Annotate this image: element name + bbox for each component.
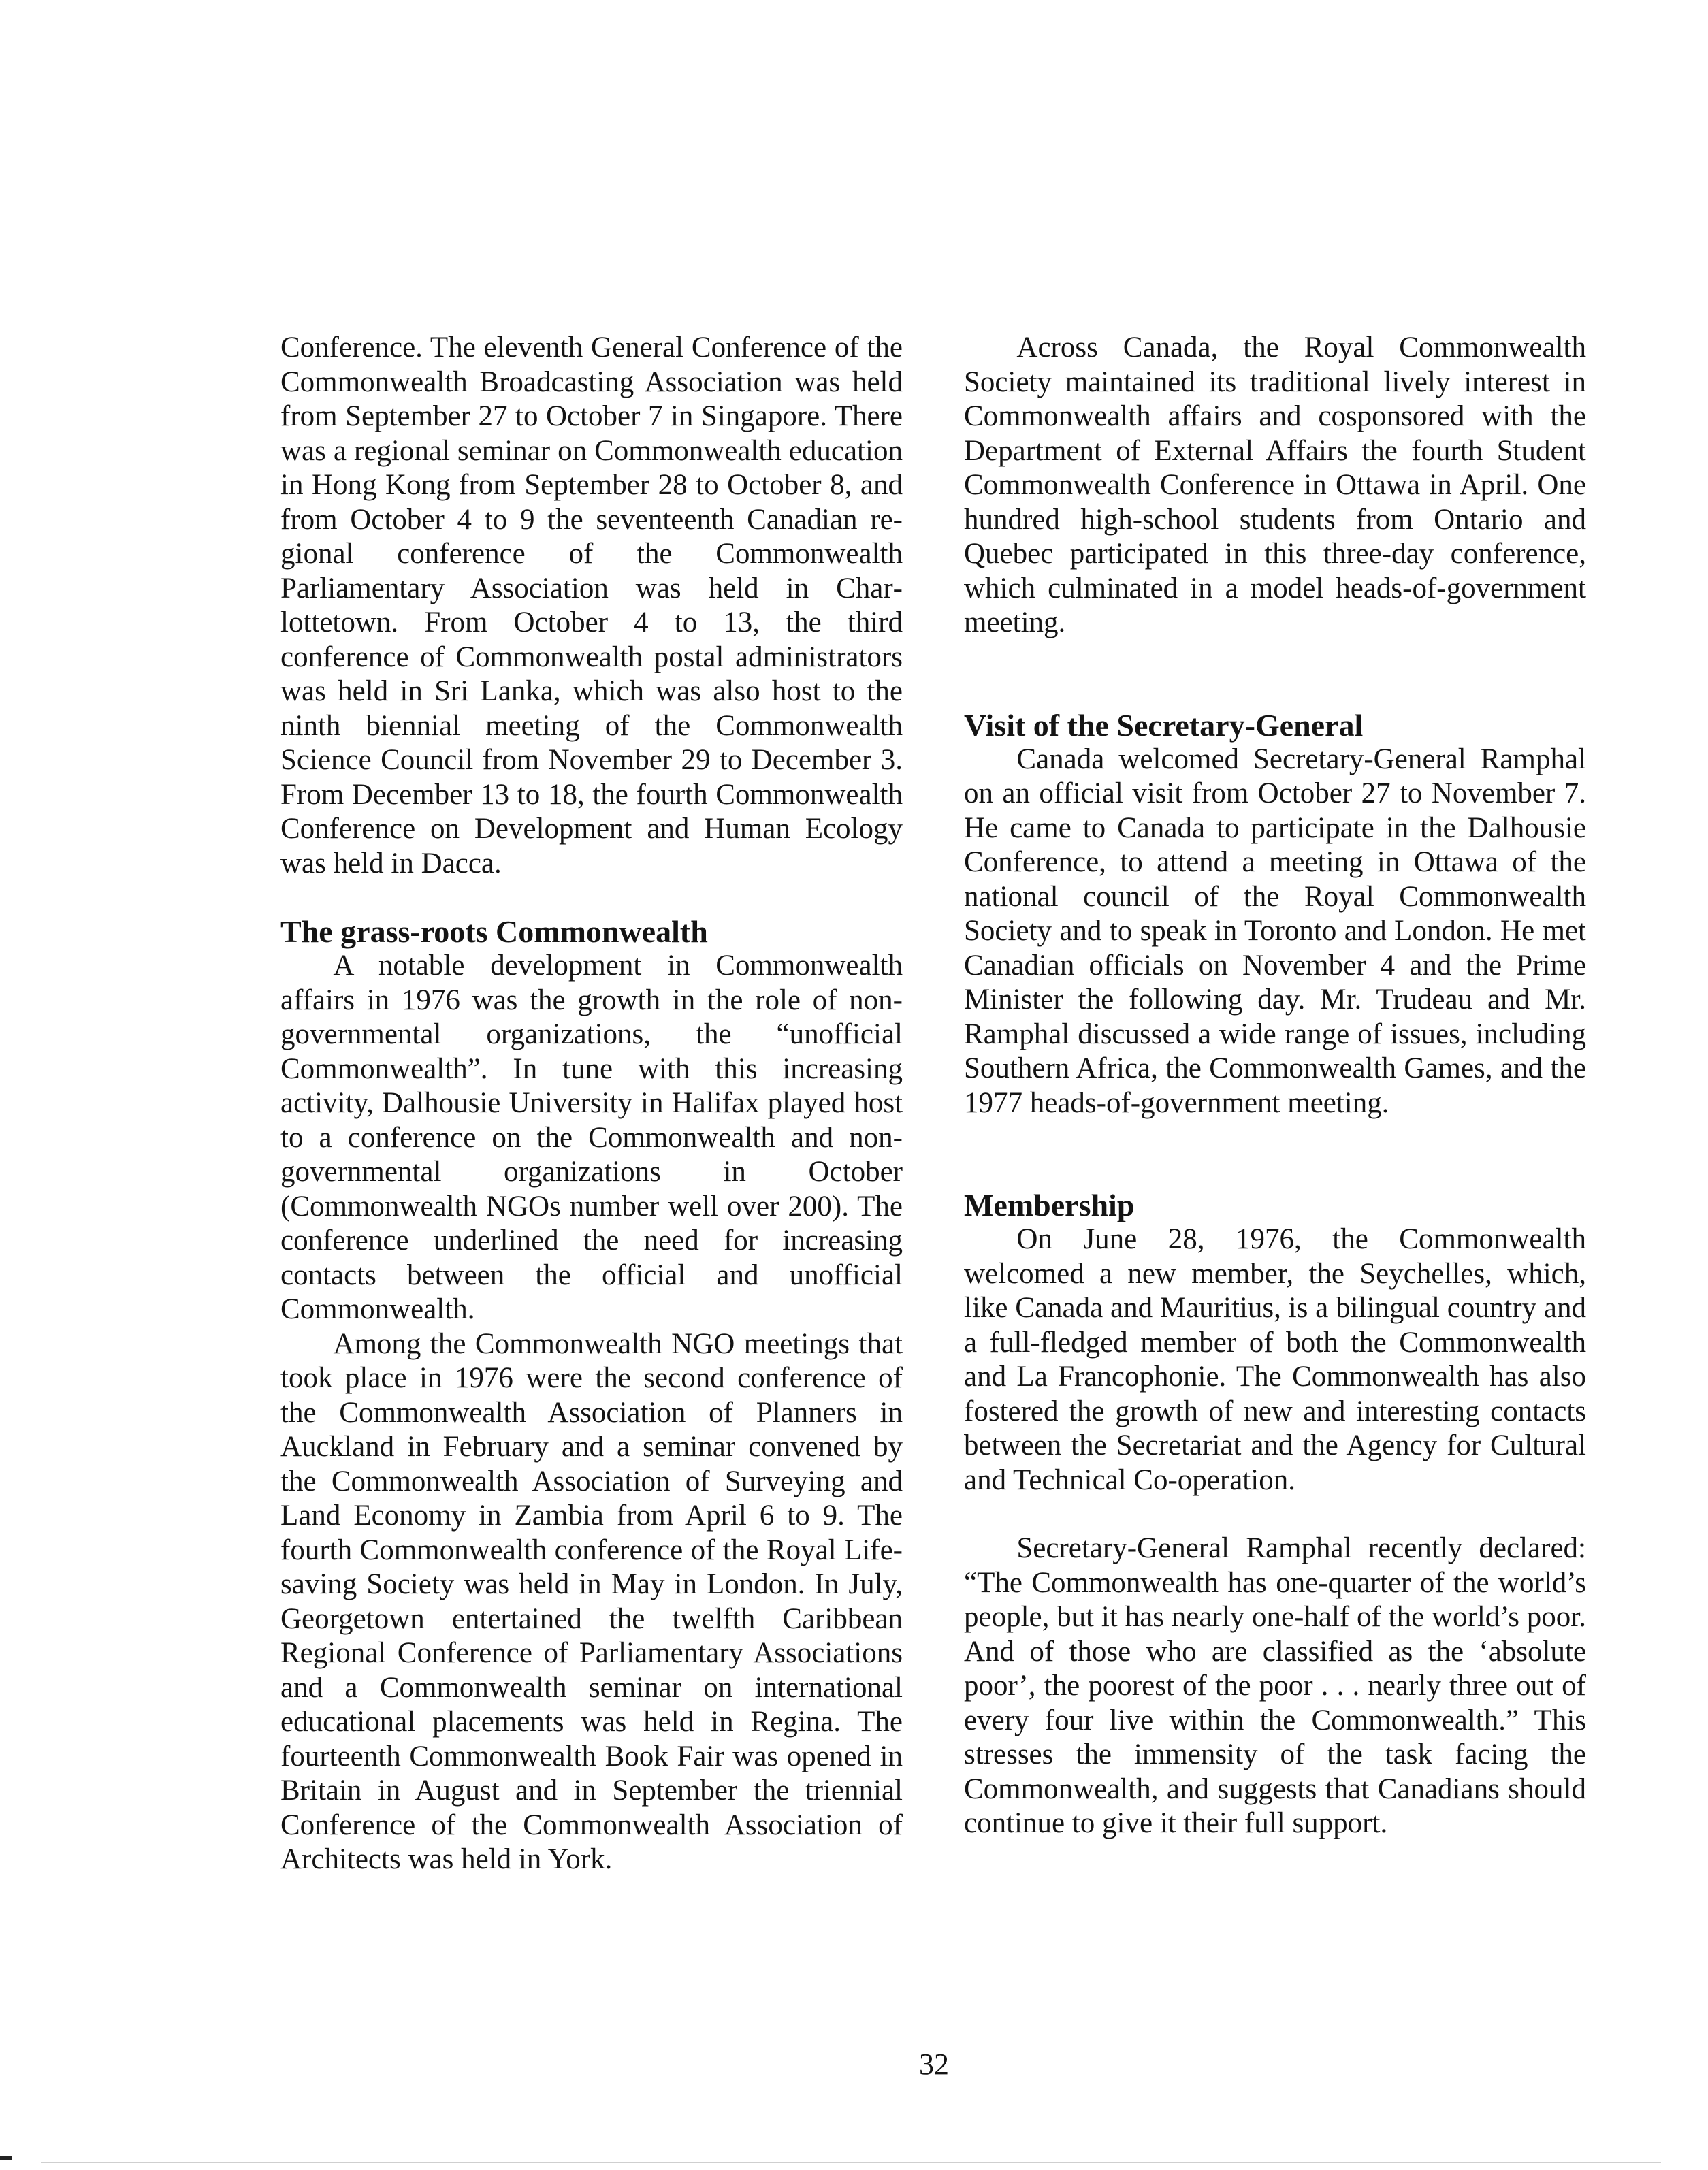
spacer <box>964 1120 1586 1188</box>
spacer <box>280 881 903 915</box>
left-paragraph-3: Among the Commonwealth NGO meetings that took place in 1976 were the second conference of the Commonwealth Association of Planners in Auckland in February and a seminar convened by the Commonwealth Association of Surveying and Land Economy in Zambia from April 6 to 9. The fourth Commonwealth conference of the Royal Lifesaving Society was held in May in London. In July, Georgetown entertained the twelfth Caribbean Regional Conference of Parliamentary Associations and a Commonwealth seminar on international educational placements was held in Regina. The fourteenth Commonwealth Book Fair was opened in Britain in August and in September the triennial Conference of the Commonwealth Association of Architects was held in York. <box>280 1327 903 1875</box>
right-paragraph-4: Secretary-General Ramphal recently declared: “The Commonwealth has one-quarter of the world’s people, but it has nearly one-half of the world’s poor. And of those who are classified as the ‘absolute poor’, the poorest of the poor . . . nearly three out of every four live within the Commonwealth.” This stresses the immensity of the task facing the Commonwealth, and suggests that Canadians should continue to give it their full support. <box>964 1532 1586 1839</box>
scan-mark <box>41 2162 1661 2163</box>
left-paragraph-1: Conference. The eleventh General Conference of the Commonwealth Broadcasting Association was held from September 27 to October 7 in Singapore. There was a regional seminar on Commonwealth education in Hong Kong from September 28 to October 8, and from October 4 to 9 the seventeenth Canadian regional conference of the Commonwealth Parliamentary Association was held in Charlottetown. From October 4 to 13, the third conference of Commonwealth postal administrators was held in Sri Lanka, which was also host to the ninth biennial meeting of the Commonwealth Science Council from November 29 to December 3. From December 13 to 18, the fourth Commonwealth Conference on Development and Human Ecology was held in Dacca. <box>280 331 903 879</box>
heading-visit-of-secretary-general: Visit of the Secretary-General <box>964 707 1364 743</box>
heading-grass-roots-commonwealth: The grass-roots Commonwealth <box>280 914 708 949</box>
heading-membership: Membership <box>964 1188 1135 1222</box>
right-column <box>964 331 1586 1841</box>
left-paragraph-2: A notable development in Commonwealth affairs in 1976 was the growth in the role of non-governmental organizations, the “unofficial Commonwealth”. In tune with this increasing activity, Dalhousie University in Halifax played host to a conference on the Commonwealth and non-governmental organizations in October (Commonwealth NGOs number well over 200). The conference underlined the need for increasing contacts between the official and unofficial Commonwealth. <box>280 950 903 1325</box>
left-column <box>280 331 903 1877</box>
page-number: 32 <box>919 2047 949 2081</box>
right-paragraph-1: Across Canada, the Royal Commonwealth Society maintained its traditional lively interest in Commonwealth affairs and cosponsored with the Department of External Affairs the fourth Student Commonwealth Conference in Ottawa in April. One hundred high-school students from Ontario and Quebec participated in this three-day conference, which culminated in a model heads-of-government meeting. <box>964 331 1586 638</box>
right-paragraph-3: On June 28, 1976, the Commonwealth welcomed a new member, the Seychelles, which, like Canada and Mauritius, is a bilingual country and a full-fledged member of both the Commonwealth and La Francophonie. The Commonwealth has also fostered the growth of new and interesting contacts between the Secretariat and the Agency for Cultural and Technical Co-operation. <box>964 1223 1586 1496</box>
right-paragraph-2: Canada welcomed Secretary-General Ramphal on an official visit from October 27 to November 7. He came to Canada to participate in the Dalhousie Conference, to attend a meeting in Ottawa of the national council of the Royal Commonwealth Society and to speak in Toronto and London. He met Canadian officials on November 4 and the Prime Minister the following day. Mr. Trudeau and Mr. Ramphal discussed a wide range of issues, including Southern Africa, the Commonwealth Games, and the 1977 heads-of-government meeting. <box>964 743 1586 1119</box>
spacer <box>964 641 1586 709</box>
scan-mark <box>0 2156 12 2160</box>
